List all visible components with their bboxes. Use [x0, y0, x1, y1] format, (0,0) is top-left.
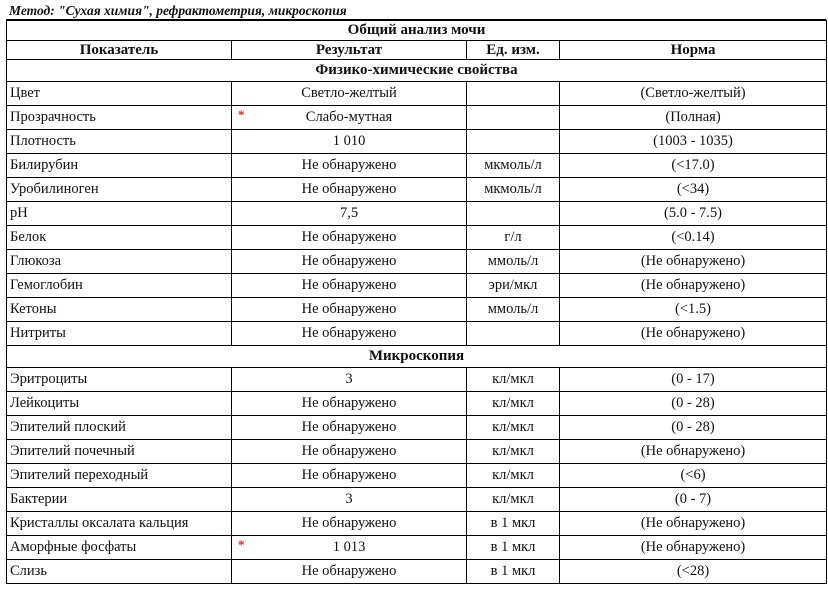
unit-cell: мкмоль/л — [467, 178, 560, 202]
result-value: 1 010 — [332, 133, 366, 149]
result-value: 3 — [345, 491, 353, 507]
unit-cell: в 1 мкл — [467, 536, 560, 560]
unit-cell — [467, 106, 560, 130]
indicator-cell: Эпителий почечный — [7, 440, 232, 464]
result-cell — [232, 106, 467, 130]
result-cell — [232, 274, 467, 298]
table-title: Общий анализ мочи — [7, 21, 827, 41]
table-row — [7, 226, 827, 250]
result-value: Не обнаружено — [301, 515, 397, 531]
section-row — [7, 60, 827, 82]
table-row — [7, 274, 827, 298]
urinalysis-table — [6, 20, 827, 584]
result-value: 1 013 — [332, 539, 366, 555]
table-row — [7, 512, 827, 536]
result-cell — [232, 178, 467, 202]
result-value: Светло-желтый — [301, 85, 397, 101]
abnormal-flag: * — [238, 107, 245, 122]
section-title: Микроскопия — [7, 346, 827, 368]
table-row — [7, 416, 827, 440]
table-row — [7, 440, 827, 464]
indicator-cell: Гемоглобин — [7, 274, 232, 298]
result-cell — [232, 322, 467, 346]
result-cell — [232, 488, 467, 512]
result-value: Не обнаружено — [301, 395, 397, 411]
table-row — [7, 130, 827, 154]
indicator-cell: Бактерии — [7, 488, 232, 512]
indicator-cell: Глюкоза — [7, 250, 232, 274]
result-cell — [232, 202, 467, 226]
indicator-cell: Эпителий плоский — [7, 416, 232, 440]
result-cell — [232, 464, 467, 488]
unit-cell: кл/мкл — [467, 392, 560, 416]
section-row — [7, 346, 827, 368]
table-row — [7, 368, 827, 392]
norm-cell: (Полная) — [560, 106, 827, 130]
result-value: Не обнаружено — [301, 301, 397, 317]
unit-cell — [467, 82, 560, 106]
indicator-cell: Аморфные фосфаты — [7, 536, 232, 560]
indicator-cell: Лейкоциты — [7, 392, 232, 416]
table-row — [7, 322, 827, 346]
result-value: Слабо-мутная — [305, 109, 393, 125]
norm-cell: (<6) — [560, 464, 827, 488]
result-value: Не обнаружено — [301, 253, 397, 269]
unit-cell: ммоль/л — [467, 298, 560, 322]
norm-cell: (5.0 - 7.5) — [560, 202, 827, 226]
result-value: Не обнаружено — [301, 277, 397, 293]
norm-cell: (1003 - 1035) — [560, 130, 827, 154]
result-value: Не обнаружено — [301, 563, 397, 579]
norm-cell: (Светло-желтый) — [560, 82, 827, 106]
unit-cell: эри/мкл — [467, 274, 560, 298]
indicator-cell: Нитриты — [7, 322, 232, 346]
table-row — [7, 298, 827, 322]
result-value: Не обнаружено — [301, 467, 397, 483]
result-cell — [232, 82, 467, 106]
indicator-cell: Прозрачность — [7, 106, 232, 130]
header-indicator: Показатель — [7, 41, 232, 60]
result-value: Не обнаружено — [301, 443, 397, 459]
indicator-cell: Плотность — [7, 130, 232, 154]
result-cell — [232, 226, 467, 250]
indicator-cell: Эритроциты — [7, 368, 232, 392]
header-norm: Норма — [560, 41, 827, 60]
indicator-cell: pH — [7, 202, 232, 226]
footer-partial-text — [6, 586, 826, 594]
header-result: Результат — [232, 41, 467, 60]
result-cell — [232, 298, 467, 322]
indicator-cell: Кетоны — [7, 298, 232, 322]
unit-cell: кл/мкл — [467, 440, 560, 464]
indicator-cell: Белок — [7, 226, 232, 250]
norm-cell: (Не обнаружено) — [560, 512, 827, 536]
norm-cell: (<17.0) — [560, 154, 827, 178]
unit-cell: кл/мкл — [467, 416, 560, 440]
norm-cell: (0 - 17) — [560, 368, 827, 392]
table-row — [7, 536, 827, 560]
result-cell — [232, 250, 467, 274]
table-row — [7, 488, 827, 512]
result-cell — [232, 368, 467, 392]
header-row — [7, 41, 827, 60]
norm-cell: (0 - 7) — [560, 488, 827, 512]
table-row — [7, 202, 827, 226]
result-value: Не обнаружено — [301, 325, 397, 341]
table-row — [7, 178, 827, 202]
result-cell — [232, 416, 467, 440]
result-cell — [232, 130, 467, 154]
result-value: Не обнаружено — [301, 229, 397, 245]
norm-cell: (Не обнаружено) — [560, 440, 827, 464]
unit-cell: в 1 мкл — [467, 512, 560, 536]
unit-cell: кл/мкл — [467, 368, 560, 392]
table-row — [7, 154, 827, 178]
norm-cell: (Не обнаружено) — [560, 250, 827, 274]
result-cell — [232, 512, 467, 536]
result-value: Не обнаружено — [301, 157, 397, 173]
header-unit: Ед. изм. — [467, 41, 560, 60]
table-row — [7, 106, 827, 130]
result-cell — [232, 536, 467, 560]
unit-cell — [467, 322, 560, 346]
norm-cell: (Не обнаружено) — [560, 536, 827, 560]
unit-cell: г/л — [467, 226, 560, 250]
table-row — [7, 560, 827, 584]
unit-cell: мкмоль/л — [467, 154, 560, 178]
norm-cell: (Не обнаружено) — [560, 322, 827, 346]
result-value: 7,5 — [339, 205, 359, 221]
abnormal-flag: * — [238, 537, 245, 552]
result-cell — [232, 154, 467, 178]
method-line: Метод: "Сухая химия", рефрактометрия, микроскопия — [6, 1, 826, 20]
result-value: Не обнаружено — [301, 419, 397, 435]
unit-cell: кл/мкл — [467, 464, 560, 488]
section-title: Физико-химические свойства — [7, 60, 827, 82]
unit-cell: в 1 мкл — [467, 560, 560, 584]
indicator-cell: Уробилиноген — [7, 178, 232, 202]
table-row — [7, 392, 827, 416]
indicator-cell: Кристаллы оксалата кальция — [7, 512, 232, 536]
unit-cell: кл/мкл — [467, 488, 560, 512]
indicator-cell: Слизь — [7, 560, 232, 584]
result-cell — [232, 440, 467, 464]
table-row — [7, 82, 827, 106]
indicator-cell: Цвет — [7, 82, 232, 106]
norm-cell: (<0.14) — [560, 226, 827, 250]
result-cell — [232, 392, 467, 416]
norm-cell: (<1.5) — [560, 298, 827, 322]
norm-cell: (<34) — [560, 178, 827, 202]
table-title-row — [7, 21, 827, 41]
table-row — [7, 250, 827, 274]
unit-cell — [467, 130, 560, 154]
norm-cell: (<28) — [560, 560, 827, 584]
result-value: 3 — [345, 371, 353, 387]
unit-cell — [467, 202, 560, 226]
indicator-cell: Билирубин — [7, 154, 232, 178]
result-value: Не обнаружено — [301, 181, 397, 197]
norm-cell: (0 - 28) — [560, 416, 827, 440]
unit-cell: ммоль/л — [467, 250, 560, 274]
norm-cell: (0 - 28) — [560, 392, 827, 416]
table-row — [7, 464, 827, 488]
norm-cell: (Не обнаружено) — [560, 274, 827, 298]
indicator-cell: Эпителий переходный — [7, 464, 232, 488]
result-cell — [232, 560, 467, 584]
